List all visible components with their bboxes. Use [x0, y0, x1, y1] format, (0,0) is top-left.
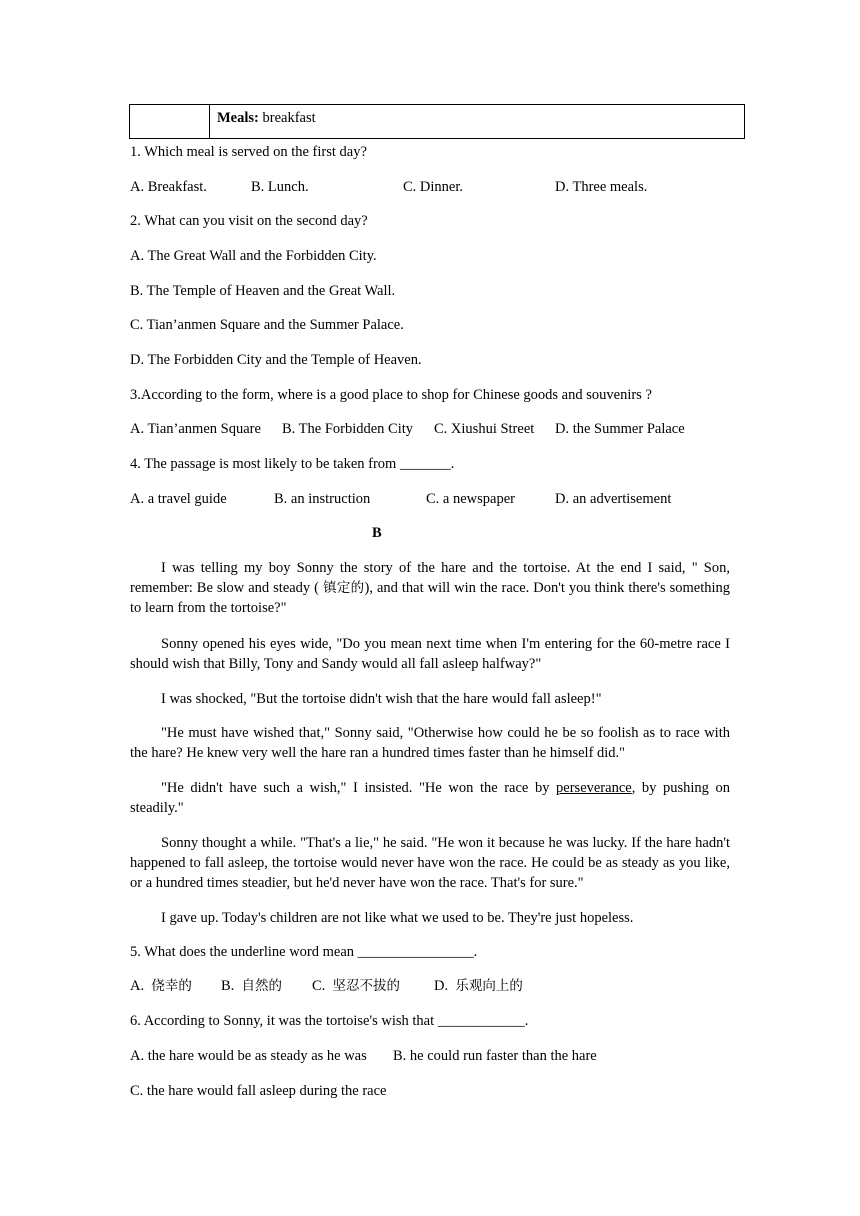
q6-option-b: B. he could run faster than the hare: [393, 1048, 597, 1064]
passage-paragraph-2: Sonny opened his eyes wide, "Do you mean next time when I'm entering for the 60-metre race I should wish that Billy, Tony and Sandy would all fall asleep halfway?": [130, 636, 730, 672]
question-2: 2. What can you visit on the second day?: [130, 213, 368, 229]
q5-option-c-text: 坚忍不拔的: [332, 978, 401, 994]
question-5: 5. What does the underline word mean ________________.: [130, 944, 478, 960]
passage-paragraph-4: "He must have wished that," Sonny said, "Otherwise how could he be so foolish as to race with the hare? He knew very well the hare ran a hundred times faster than he himself did.": [130, 725, 730, 761]
q2-option-c: C. Tian’anmen Square and the Summer Palace.: [130, 317, 404, 333]
question-6: 6. According to Sonny, it was the tortoise's wish that ____________.: [130, 1013, 529, 1029]
passage-paragraph-7: I gave up. Today's children are not like what we used to be. They're just hopeless.: [161, 910, 634, 926]
p5-text-a: "He didn't have such a wish," I insisted. "He won the race by: [161, 780, 557, 796]
q2-option-a: A. The Great Wall and the Forbidden City.: [130, 248, 377, 264]
q5-option-d-text: 乐观向上的: [455, 978, 523, 994]
q5-option-d: [434, 977, 523, 995]
q4-option-a: A. a travel guide: [130, 491, 227, 507]
q1-option-b: B. Lunch.: [251, 179, 309, 195]
q6-option-a: A. the hare would be as steady as he was: [130, 1048, 367, 1064]
q4-option-c: C. a newspaper: [426, 491, 515, 507]
meals-table-row: [129, 104, 745, 139]
q5-option-c-letter: C.: [312, 978, 326, 994]
q5-option-a-text: 侥幸的: [151, 978, 192, 994]
passage-paragraph-1: [130, 558, 730, 618]
q3-option-a: A. Tian’anmen Square: [130, 421, 261, 437]
passage-paragraph-6: Sonny thought a while. "That's a lie," he said. "He won it because he was lucky. If the hare hadn't happened to fall asleep, the tortoise would never have won the race. He could be as steady as you like, or a hundred times steadier, but he'd never have won the race. That's for sure.": [130, 835, 730, 891]
p5-text-b: , by pushing on steadily.": [130, 780, 730, 816]
q5-option-b-text: 自然的: [241, 978, 283, 994]
q5-option-d-letter: D.: [434, 978, 449, 994]
q3-option-c: C. Xiushui Street: [434, 421, 535, 437]
question-1: 1. Which meal is served on the first day?: [130, 144, 367, 160]
q3-option-b: B. The Forbidden City: [282, 421, 414, 437]
question-4: 4. The passage is most likely to be taken from _______.: [130, 456, 455, 472]
q5-option-a: [130, 977, 192, 995]
passage-paragraph-3: I was shocked, "But the tortoise didn't wish that the hare would fall asleep!": [161, 691, 602, 707]
q1-option-d: D. Three meals.: [555, 179, 648, 195]
underlined-word: perseverance: [556, 780, 632, 796]
q3-option-d: D. the Summer Palace: [555, 421, 685, 437]
q1-option-a: A. Breakfast.: [130, 179, 207, 195]
meals-value: breakfast: [258, 110, 316, 126]
q5-option-a-letter: A.: [130, 978, 145, 994]
q4-option-d: D. an advertisement: [555, 491, 672, 507]
q1-option-c: C. Dinner.: [403, 179, 464, 195]
q2-option-b: B. The Temple of Heaven and the Great Wall.: [130, 283, 396, 299]
q4-option-b: B. an instruction: [274, 491, 371, 507]
q2-option-d: D. The Forbidden City and the Temple of Heaven.: [130, 352, 422, 368]
q5-option-b-letter: B.: [221, 978, 235, 994]
table-meals-cell: [210, 105, 744, 138]
q5-option-b: [221, 977, 282, 995]
q5-option-c: [312, 977, 400, 995]
table-empty-cell: [130, 105, 210, 138]
p1-text-b: ), and that will win the race. Don't you think there's something to learn from the tortoise?": [130, 580, 731, 616]
question-3: 3.According to the form, where is a good place to shop for Chinese goods and souvenirs ?: [130, 387, 652, 403]
section-b-heading: B: [372, 525, 382, 541]
p1-text-a: I was telling my boy Sonny the story of the hare and the tortoise. At the end I said, " Son, remember: Be slow and steady (: [130, 560, 730, 596]
q6-option-c: C. the hare would fall asleep during the race: [130, 1083, 387, 1099]
passage-paragraph-5: [130, 778, 730, 818]
p1-chinese-gloss: 镇定的: [322, 580, 365, 596]
meals-label: Meals:: [217, 110, 259, 126]
